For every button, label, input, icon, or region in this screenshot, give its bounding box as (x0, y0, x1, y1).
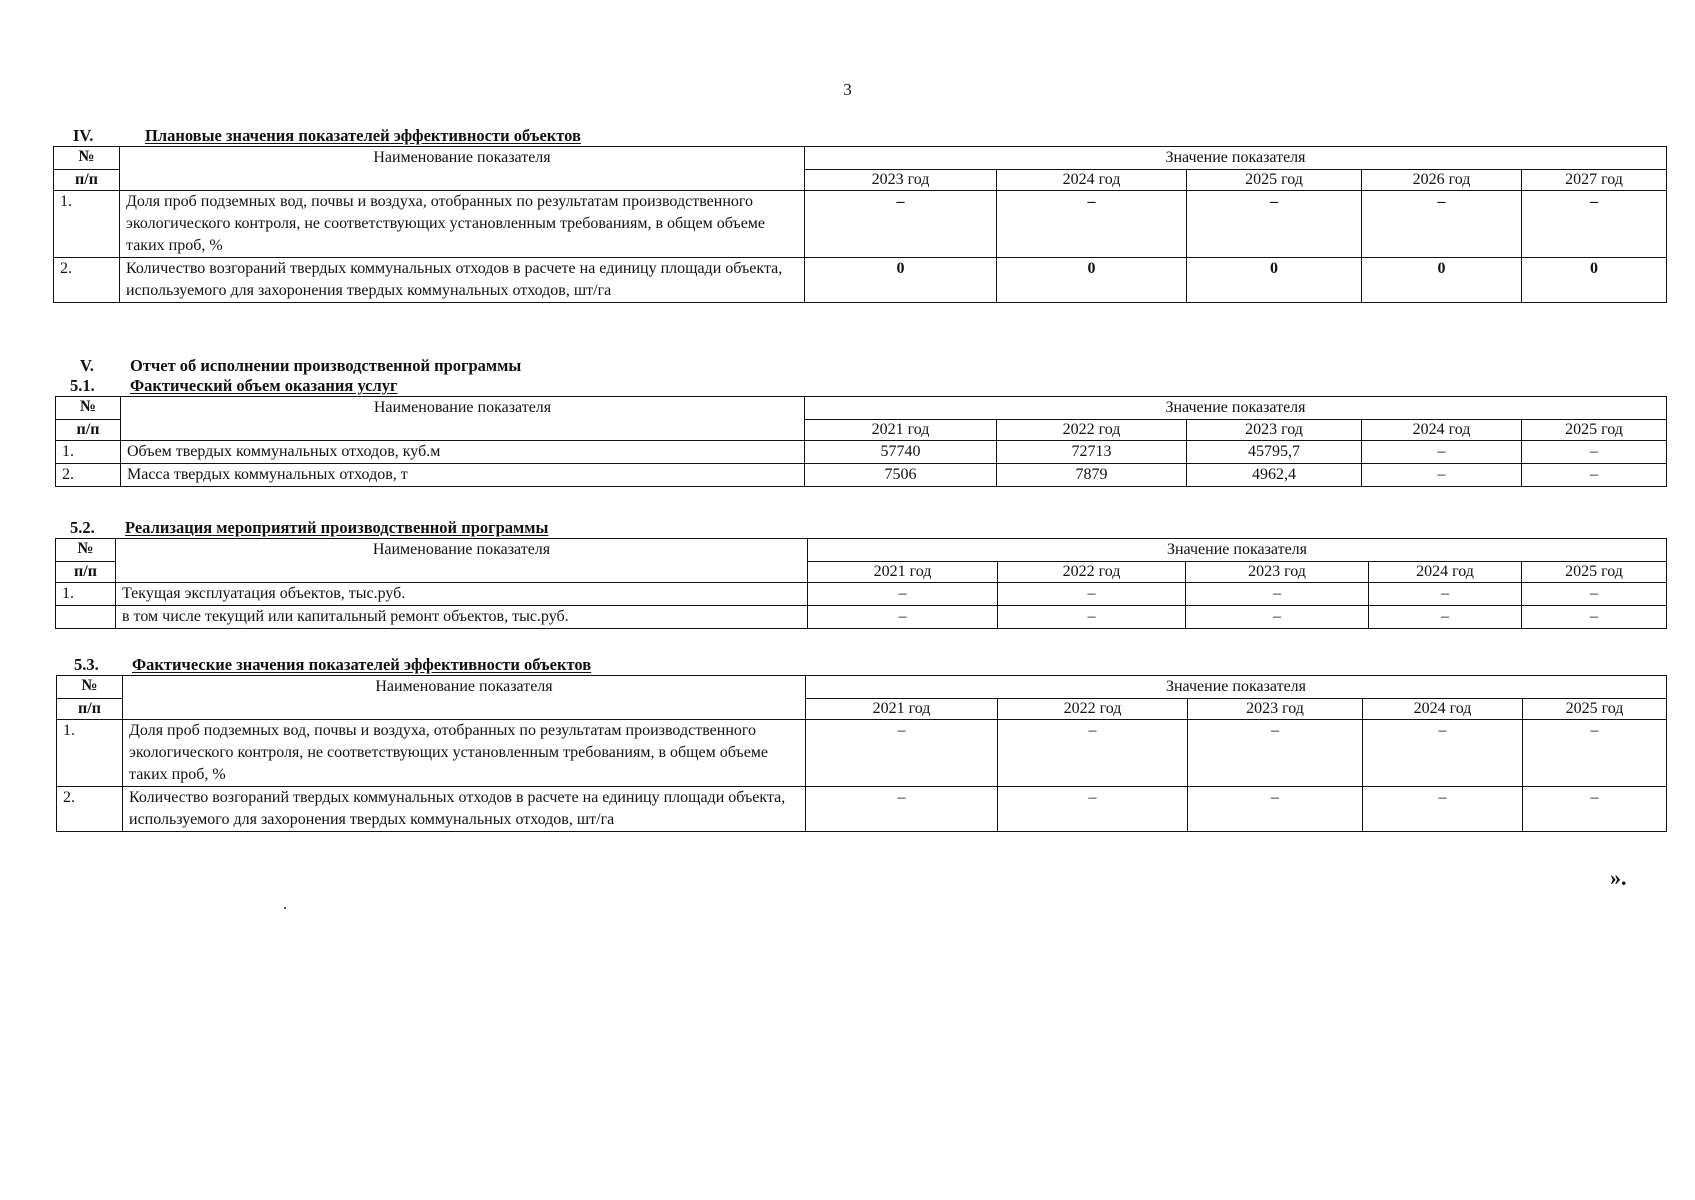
row-value: – (1363, 720, 1523, 787)
year-header: 2022 год (997, 420, 1187, 441)
table-actual-volume (55, 396, 1667, 487)
row-number: 2. (54, 258, 120, 303)
header-value: Значение показателя (805, 397, 1667, 420)
row-value: 72713 (997, 441, 1187, 464)
year-header: 2025 год (1523, 699, 1667, 720)
row-value: 0 (1362, 258, 1522, 303)
section-title (74, 655, 1667, 675)
row-name: Текущая эксплуатация объектов, тыс.руб. (116, 583, 808, 606)
row-value: – (1187, 191, 1362, 258)
header-name: Наименование показателя (121, 397, 805, 441)
table-planned-indicators (53, 146, 1667, 303)
row-value: – (998, 583, 1186, 606)
row-value: 0 (997, 258, 1187, 303)
row-value: 0 (1187, 258, 1362, 303)
year-header: 2025 год (1187, 170, 1362, 191)
header-pp: п/п (57, 699, 123, 720)
header-no: № (57, 676, 123, 699)
section-v (55, 356, 1667, 487)
row-value: – (1522, 441, 1667, 464)
section-title (70, 376, 1667, 396)
header-value: Значение показателя (808, 539, 1667, 562)
row-value: – (1186, 606, 1369, 629)
header-name: Наименование показателя (116, 539, 808, 583)
table-row (54, 258, 1667, 303)
row-number: 1. (57, 720, 123, 787)
row-value: – (998, 606, 1186, 629)
row-value: 7879 (997, 464, 1187, 487)
row-value: – (806, 720, 998, 787)
table-row (54, 191, 1667, 258)
row-value: – (997, 191, 1187, 258)
header-no: № (56, 397, 121, 420)
header-pp: п/п (54, 170, 120, 191)
row-value: 57740 (805, 441, 997, 464)
section-number: 5.3. (74, 655, 99, 674)
row-value: – (1362, 464, 1522, 487)
section-iv (53, 126, 1667, 303)
row-value: 0 (805, 258, 997, 303)
row-value: 7506 (805, 464, 997, 487)
row-value: – (998, 720, 1188, 787)
year-header: 2022 год (998, 699, 1188, 720)
table-program-measures (55, 538, 1667, 629)
row-name: Количество возгораний твердых коммунальных отходов в расчете на единицу площади объекта, используемого для захоронения твердых коммунальных отходов, шт/га (120, 258, 805, 303)
table-row (56, 606, 1667, 629)
section-heading: Фактические значения показателей эффективности объектов (132, 655, 592, 674)
year-header: 2024 год (1363, 699, 1523, 720)
year-header: 2027 год (1522, 170, 1667, 191)
row-number: 1. (56, 583, 116, 606)
row-value: – (1369, 583, 1522, 606)
year-header: 2026 год (1362, 170, 1522, 191)
row-value: – (1188, 787, 1363, 832)
table-row (57, 787, 1667, 832)
section-heading: Реализация мероприятий производственной программы (125, 518, 549, 537)
section-heading: Плановые значения показателей эффективности объектов (145, 126, 581, 145)
row-value: – (1522, 583, 1667, 606)
table-actual-indicators (56, 675, 1667, 832)
page-number: 3 (843, 80, 852, 99)
year-header: 2023 год (805, 170, 997, 191)
year-header: 2025 год (1522, 420, 1667, 441)
table-row (57, 720, 1667, 787)
year-header: 2023 год (1186, 562, 1369, 583)
row-number: 1. (56, 441, 121, 464)
header-no: № (56, 539, 116, 562)
scan-speck (284, 907, 286, 909)
header-pp: п/п (56, 420, 121, 441)
row-value: – (1523, 720, 1667, 787)
section-heading: Фактический объем оказания услуг (130, 376, 398, 395)
year-header: 2024 год (1362, 420, 1522, 441)
closing-quote-mark: ». (1610, 865, 1627, 890)
header-value: Значение показателя (806, 676, 1667, 699)
row-value: – (1369, 606, 1522, 629)
row-value: – (1186, 583, 1369, 606)
row-value: – (1188, 720, 1363, 787)
section-number: IV. (73, 126, 94, 145)
section-5-2 (55, 518, 1667, 629)
section-title (80, 356, 1667, 376)
header-value: Значение показателя (805, 147, 1667, 170)
year-header: 2021 год (808, 562, 998, 583)
row-value: – (1522, 191, 1667, 258)
row-value: – (998, 787, 1188, 832)
row-value: – (805, 191, 997, 258)
section-title (70, 518, 1667, 538)
row-value: – (1363, 787, 1523, 832)
row-value: – (1522, 464, 1667, 487)
year-header: 2023 год (1188, 699, 1363, 720)
row-name: Доля проб подземных вод, почвы и воздуха, отобранных по результатам производственного экологического контроля, не соответствующих установленным требованиям, в общем объеме таких проб, % (123, 720, 806, 787)
row-number: 2. (57, 787, 123, 832)
row-value: 45795,7 (1187, 441, 1362, 464)
row-value: – (1362, 191, 1522, 258)
table-row (56, 583, 1667, 606)
row-name: Объем твердых коммунальных отходов, куб.м (121, 441, 805, 464)
row-value: – (808, 583, 998, 606)
section-number: V. (80, 356, 94, 375)
row-number: 1. (54, 191, 120, 258)
year-header: 2024 год (1369, 562, 1522, 583)
section-title (73, 126, 1667, 146)
section-number: 5.1. (70, 376, 95, 395)
row-name: Количество возгораний твердых коммунальных отходов в расчете на единицу площади объекта, используемого для захоронения твердых коммунальных отходов, шт/га (123, 787, 806, 832)
section-heading: Отчет об исполнении производственной программы (130, 356, 522, 375)
header-name: Наименование показателя (123, 676, 806, 720)
row-name: в том числе текущий или капитальный ремонт объектов, тыс.руб. (116, 606, 808, 629)
year-header: 2022 год (998, 562, 1186, 583)
table-row (56, 441, 1667, 464)
year-header: 2024 год (997, 170, 1187, 191)
row-number (56, 606, 116, 629)
row-value: 0 (1522, 258, 1667, 303)
row-value: – (1522, 606, 1667, 629)
year-header: 2021 год (806, 699, 998, 720)
year-header: 2025 год (1522, 562, 1667, 583)
year-header: 2023 год (1187, 420, 1362, 441)
row-value: – (1523, 787, 1667, 832)
row-value: – (808, 606, 998, 629)
table-row (56, 464, 1667, 487)
year-header: 2021 год (805, 420, 997, 441)
header-no: № (54, 147, 120, 170)
section-number: 5.2. (70, 518, 95, 537)
header-name: Наименование показателя (120, 147, 805, 191)
row-name: Доля проб подземных вод, почвы и воздуха, отобранных по результатам производственного экологического контроля, не соответствующих установленным требованиям, в общем объеме таких проб, % (120, 191, 805, 258)
row-value: – (1362, 441, 1522, 464)
row-value: 4962,4 (1187, 464, 1362, 487)
section-5-3 (56, 655, 1667, 832)
row-number: 2. (56, 464, 121, 487)
row-value: – (806, 787, 998, 832)
row-name: Масса твердых коммунальных отходов, т (121, 464, 805, 487)
header-pp: п/п (56, 562, 116, 583)
